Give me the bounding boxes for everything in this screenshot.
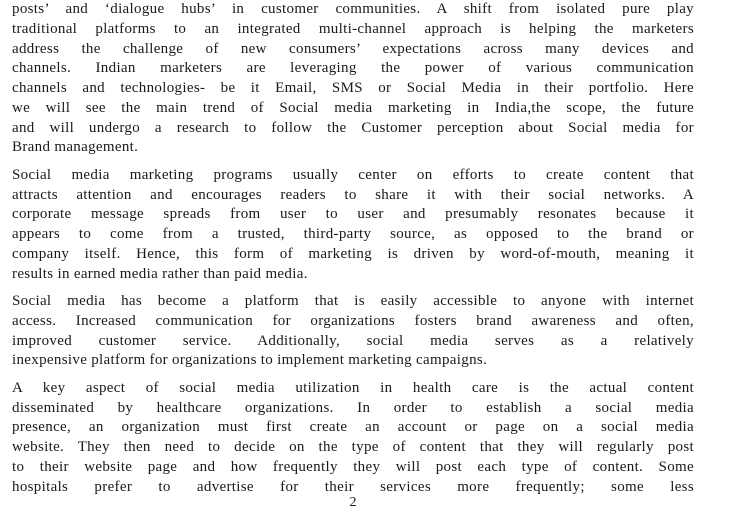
paragraph-intro-continued (12, 0, 694, 158)
text-line: inexpensive platform for organizations to implement marketing campaigns. (12, 352, 488, 369)
text-line: appears to come from a trusted, third-party source, as opposed to the brand or (12, 226, 694, 243)
text-line: improved customer service. Additionally, social media serves as a relatively (12, 332, 694, 349)
text-line: website. They then need to decide on the type of content that they will regularly post (12, 439, 694, 456)
text-line: to their website page and how frequently they will post each type of content. Some (12, 458, 694, 475)
text-line: posts’ and ‘dialogue hubs’ in customer communities. A shift from isolated pure play (12, 1, 694, 17)
text-line: channels. Indian marketers are leveraging the power of various communication (12, 60, 694, 77)
text-line: traditional platforms to an integrated multi-channel approach is helping the marketers (12, 20, 694, 37)
text-line: Social media has become a platform that is easily accessible to anyone with internet (12, 293, 694, 310)
text-line: hospitals prefer to advertise for their services more frequently; some less (12, 478, 694, 495)
text-line: presence, an organization must first create an account or page on a social media (12, 419, 694, 436)
paragraph-marketing-programs (12, 166, 694, 285)
text-line: company itself. Hence, this form of marketing is driven by word-of-mouth, meaning it (12, 245, 694, 262)
text-line: results in earned media rather than paid media. (12, 265, 308, 282)
page-number: 2 (349, 495, 357, 510)
text-line: channels and technologies- be it Email, SMS or Social Media in their portfolio. Here (12, 80, 694, 96)
text-line: and will undergo a research to follow the Customer perception about Social media for (12, 119, 694, 136)
text-line: attracts attention and encourages readers to share it with their social networks. A (12, 186, 694, 203)
document-body (12, 0, 694, 505)
paragraph-healthcare-utilization (12, 379, 694, 498)
text-line: Brand management. (12, 139, 139, 156)
text-line: corporate message spreads from user to user and presumably resonates because it (12, 206, 694, 223)
text-line: we will see the main trend of Social media marketing in India,the scope, the future (12, 99, 694, 116)
paragraph-platform-accessibility (12, 292, 694, 371)
text-line: access. Increased communication for organizations fosters brand awareness and often, (12, 312, 694, 329)
text-line: A key aspect of social media utilization in health care is the actual content (12, 379, 694, 396)
text-line: disseminated by healthcare organizations. In order to establish a social media (12, 399, 694, 416)
text-line: address the challenge of new consumers’ expectations across many devices and (12, 40, 694, 57)
text-line: Social media marketing programs usually center on efforts to create content that (12, 166, 694, 183)
